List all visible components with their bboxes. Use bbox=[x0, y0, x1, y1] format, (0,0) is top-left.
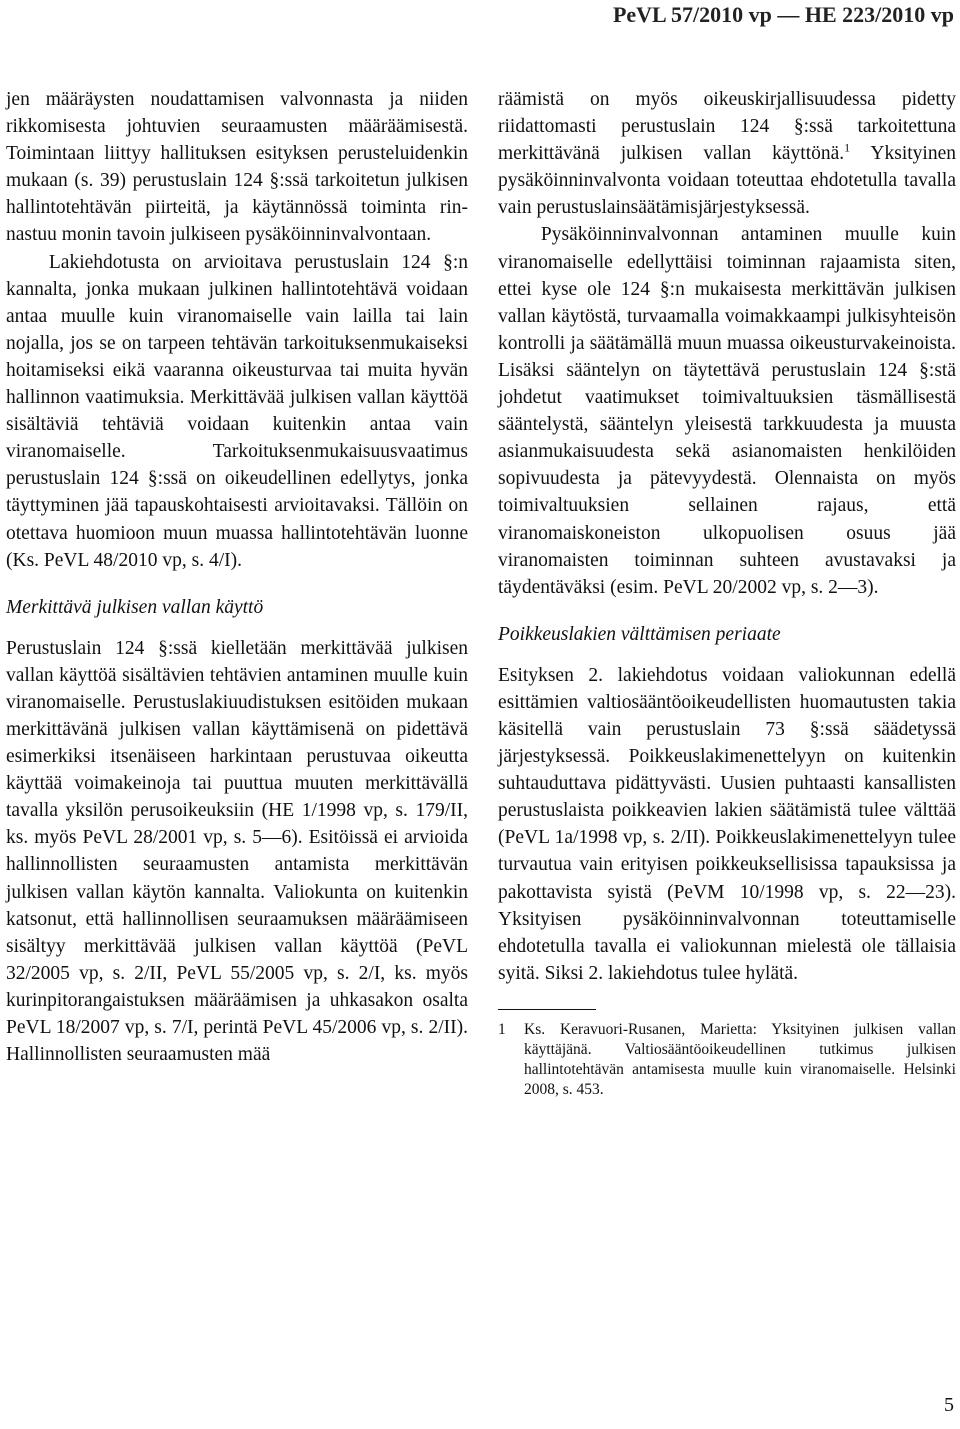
paragraph-continued: jen määräysten noudattamisen valvonnasta ja niiden rikkomisesta johtuvien seuraamusten määräämisestä. Toimintaan liittyy hallituksen esityksen perusteluidenkin mukaan (s. 39) perustuslain 124 §:ssä tarkoitetun julkisen hallintotehtävän piirteitä, ja käytännössä toiminta rinnastuu monin tavoin julkiseen pysäköinninvalvontaan. bbox=[6, 89, 468, 246]
footnote bbox=[498, 1020, 956, 1100]
paragraph-esityksen: Esityksen 2. lakiehdotus voidaan valiokunnan edellä esittämien valtiosääntöoikeudellisten huomautusten takia käsitellä vain perustuslain 73 §:ssä säädetyssä järjestyksessä. Poikkeuslakimenettelyyn on kuitenkin suhtauduttava pidättyvästi. Uusien puhtaasti kansallisten perustuslaista poikkeavien lakien säätämistä tulee välttää (PeVL 1a/1998 vp, s. 2/II). Poikkeuslakimenettelyyn tulee turvautua vain erityisen poikkeuksellisissa tapauksissa ja pakottavista syistä (PeVM 10/1998 vp, s. 22—23). Yksityisen pysäköinninvalvonnan toteuttamiselle ehdotetulla tavalla ei valiokunnan mielestä ole tällaisia syitä. Siksi 2. lakiehdotus tulee hylätä. bbox=[498, 664, 956, 984]
footnote-number: 1 bbox=[498, 1020, 506, 1038]
page-number: 5 bbox=[944, 1394, 954, 1416]
paragraph-pysakoinninvalvonnan: Pysäköinninvalvonnan antaminen muulle kuin viranomaiselle edellyttäisi toiminnan rajaamista siten, ettei kyse ole 124 §:n mukaisesta merkittävän julkisen vallan käytöstä, turvaamalla voimakkaampi julkisyhteisön kontrolli ja säätämällä muun muassa oikeusturvakeinoista. Lisäksi sääntelyn on täytettävä perustuslain 124 §:stä johdetut vaatimukset toimivaltuuksien täsmällisestä sääntelystä, sääntelyn yleisestä tarkkuudesta ja muusta asianmukaisuudesta sekä asianomaisten henkilöiden sopivuudesta ja pätevyydestä. Olennaista on myös toimivaltuuksien sellainen rajaus, että viranomaiskoneiston ulkopuolisen osuus jää viranomaisten toiminnan suhteen avustavaksi ja täydentäväksi (esim. PeVL 20/2002 vp, s. 2—3). bbox=[498, 224, 956, 598]
footnote-text: Ks. Keravuori-Rusanen, Marietta: Yksityinen julkisen vallan käyttäjänä. Valtiosääntöoikeudellinen tutkimus julkisen hallintotehtävän antamisesta muulle kuin viranomaiselle. Helsinki 2008, s. 453. bbox=[524, 1020, 956, 1098]
paragraph-raamista-text-a: räämistä on myös oikeuskirjallisuudessa pidetty riidattomasti perustuslain 124 §:ssä tarkoitettuna merkittävänä julkisen vallan käyttönä. bbox=[498, 89, 956, 165]
paragraph-lakiehdotus: Lakiehdotusta on arvioitava perustuslain 124 §:n kannalta, jonka mukaan julkinen hallintotehtävä voidaan antaa muulle kuin viranomaiselle vain lailla tai lain nojalla, jos se on tarpeen tehtävän tarkoituksenmukaiseksi hoitamiseksi eikä vaaranna oikeusturvaa tai muita hyvän hallinnon vaatimuksia. Merkittävää julkisen vallan käyttöä sisältäviä tehtäviä voidaan kuitenkin antaa vain viranomaiselle. Tarkoituksenmukaisuusvaatimus perustuslain 124 §:ssä on oikeudellinen edellytys, jonka täyttyminen jää tapauskohtaisesti arvioitavaksi. Tällöin on otettava huomioon muun muassa hallintotehtävän luonne (Ks. PeVL 48/2010 vp, s. 4/I). bbox=[6, 251, 468, 571]
running-header: PeVL 57/2010 vp — HE 223/2010 vp bbox=[612, 2, 954, 27]
right-column bbox=[498, 86, 956, 1100]
paragraph-perustuslain-124: Perustuslain 124 §:ssä kielletään merkittävää julkisen vallan käyttöä sisältävien tehtävien antaminen muulle kuin viranomaiselle. Perustuslakiuudistuksen esitöiden mukaan merkittävänä julkisen vallan käyttämisenä on pidettävä esimerkiksi itsenäiseen harkintaan perustuvaa oikeutta käyttää voimakeinoja tai puuttua muuten merkittävällä tavalla yksilön perusoikeuksiin (HE 1/1998 vp, s. 179/II, ks. myös PeVL 28/2001 vp, s. 5—6). Esitöissä ei arvioida hallinnollisten seuraamusten antamista merkittävän julkisen vallan käytön kannalta. Valiokunta on kuitenkin katsonut, että hallinnollisen seuraamuksen määräämiseen sisältyy merkittävää julkisen vallan käyttöä (PeVL 32/2005 vp, s. 2/II, PeVL 55/2005 vp, s. 2/I, ks. myös kurinpitorangaistuksen määräämisen ja uhkasakon osalta PeVL 18/2007 vp, s. 7/I, perintä PeVL 45/2006 vp, s. 2/II). Hallinnollisten seuraamusten mää bbox=[6, 637, 468, 1066]
paragraph-raamista-text-b: Yksityinen pysäköinninvalvonta voidaan toteuttaa ehdotetulla tavalla vain perustuslainsäätämisjärjestyksessä. bbox=[498, 143, 956, 219]
section-heading-poikkeuslakien: Poikkeuslakien välttämisen periaate bbox=[498, 623, 781, 645]
footnote-divider bbox=[498, 1009, 596, 1010]
footnote-reference: 1 bbox=[844, 140, 851, 155]
paragraph-raamista bbox=[498, 86, 956, 221]
section-heading-merkittava: Merkittävä julkisen vallan käyttö bbox=[6, 596, 264, 618]
left-column bbox=[6, 86, 468, 1068]
